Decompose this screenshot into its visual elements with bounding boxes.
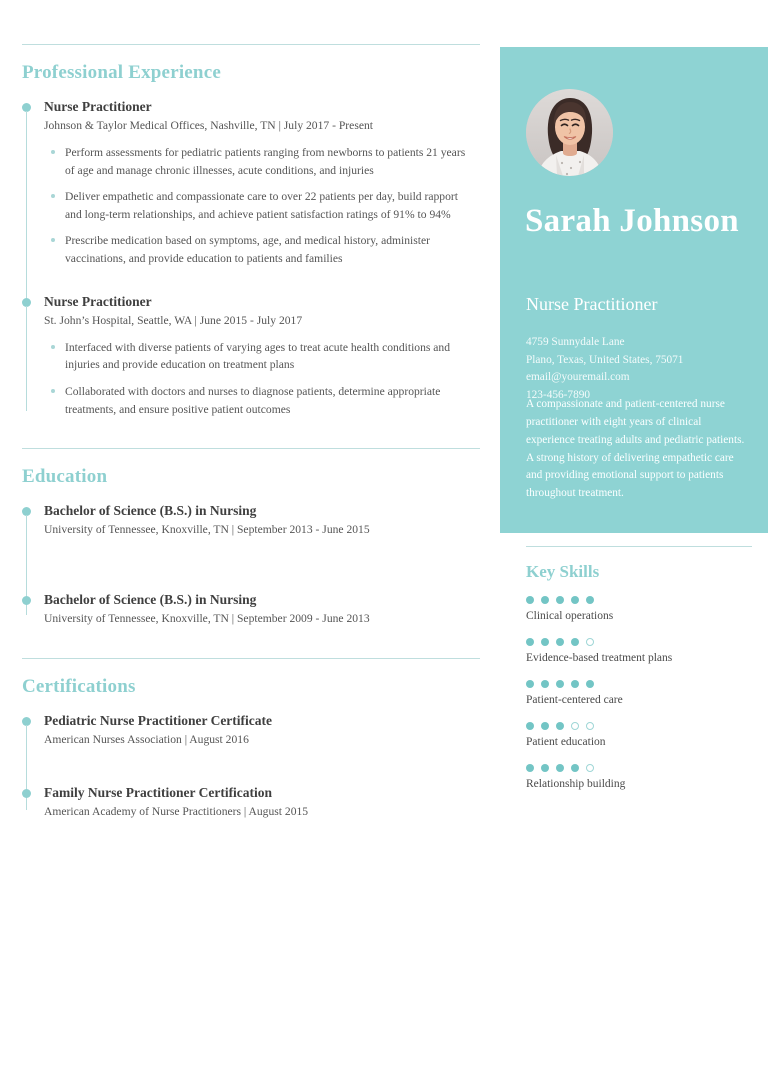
skill-item: [526, 764, 752, 792]
education-timeline: [22, 502, 480, 628]
rating-pip-filled: [526, 680, 534, 688]
rating-pip-filled: [571, 764, 579, 772]
bullet-text: Collaborated with doctors and nurses to diagnose patients, determine appropriate treatments, and ensure positive patient outcomes: [65, 384, 441, 416]
rating-pip-filled: [571, 596, 579, 604]
list-item: [65, 144, 480, 179]
timeline-rail: [26, 306, 27, 411]
section-title-certifications: Certifications: [22, 676, 136, 698]
bullet-dot-icon: [51, 194, 55, 198]
skill-item: [526, 638, 752, 666]
skill-rating: [526, 680, 752, 688]
sidebar-panel: [500, 47, 768, 533]
skill-rating: [526, 638, 752, 646]
rating-pip-filled: [526, 722, 534, 730]
skill-label: Patient-centered care: [526, 693, 623, 706]
section-divider-education: [22, 448, 480, 449]
rating-pip-filled: [556, 764, 564, 772]
section-divider-skills: [526, 546, 752, 547]
bullet-dot-icon: [51, 150, 55, 154]
rating-pip-filled: [541, 596, 549, 604]
rating-pip-empty: [586, 722, 594, 730]
list-item: [65, 383, 480, 418]
certification-entry: [44, 712, 480, 749]
rating-pip-filled: [526, 638, 534, 646]
spacer: [44, 539, 480, 591]
contact-phone[interactable]: 123-456-7890: [526, 388, 591, 401]
education-degree: Bachelor of Science (B.S.) in Nursing: [44, 592, 257, 608]
education-meta: University of Tennessee, Knoxville, TN | September 2013 - June 2015: [44, 523, 370, 537]
experience-meta: St. John’s Hospital, Seattle, WA | June 2015 - July 2017: [44, 313, 303, 327]
rating-pip-filled: [526, 764, 534, 772]
certification-meta: American Nurses Association | August 2016: [44, 733, 249, 747]
spacer: [22, 418, 480, 448]
rating-pip-filled: [556, 638, 564, 646]
rating-pip-filled: [586, 596, 594, 604]
skill-label: Relationship building: [526, 777, 626, 790]
avatar-portrait-icon: [526, 89, 613, 176]
rating-pip-filled: [571, 638, 579, 646]
rating-pip-filled: [556, 680, 564, 688]
main-content-column: [22, 44, 480, 821]
contact-block: [526, 334, 683, 404]
timeline-dot-icon: [22, 596, 31, 605]
skill-item: [526, 596, 752, 624]
experience-bullet-list: [44, 339, 480, 418]
bullet-dot-icon: [51, 238, 55, 242]
section-title-experience: Professional Experience: [22, 62, 221, 83]
education-entry: [44, 591, 480, 628]
experience-entry: [44, 98, 480, 268]
contact-address-line1: 4759 Sunnydale Lane: [526, 336, 625, 348]
experience-bullet-list: [44, 144, 480, 268]
experience-meta: Johnson & Taylor Medical Offices, Nashville, TN | July 2017 - Present: [44, 119, 373, 133]
job-title: Nurse Practitioner: [526, 294, 658, 314]
skill-item: [526, 680, 752, 708]
rating-pip-filled: [571, 680, 579, 688]
skill-rating: [526, 764, 752, 772]
rating-pip-filled: [556, 722, 564, 730]
certifications-timeline: [22, 712, 480, 821]
skill-rating: [526, 596, 752, 604]
key-skills-section: [526, 546, 752, 792]
skill-label: Clinical operations: [526, 610, 614, 622]
list-item: [65, 339, 480, 374]
spacer: [22, 628, 480, 658]
bullet-text: Interfaced with diverse patients of varying ages to treat acute health conditions and injuries and provide education on treatment plans: [65, 340, 451, 372]
list-item: [65, 232, 480, 267]
skill-label: Patient education: [526, 735, 606, 748]
contact-address-line2: Plano, Texas, United States, 75071: [526, 353, 684, 366]
bullet-text: Prescribe medication based on symptoms, age, and medical history, administer vaccinations, and provide education to patients and families: [65, 234, 431, 266]
experience-role: Nurse Practitioner: [44, 293, 152, 309]
rating-pip-filled: [541, 764, 549, 772]
experience-entry: [44, 293, 480, 418]
section-divider-certifications: [22, 658, 480, 659]
certification-entry: [44, 784, 480, 821]
rating-pip-filled: [541, 680, 549, 688]
list-item: [65, 188, 480, 223]
rating-pip-filled: [541, 722, 549, 730]
rating-pip-filled: [541, 638, 549, 646]
skill-item: [526, 722, 752, 750]
certification-name: Pediatric Nurse Practitioner Certificate: [44, 713, 273, 729]
bullet-text: Deliver empathetic and compassionate care to over 22 patients per day, build rapport and long-term relationships, and achieve patient satisfaction ratings of 91% to 94%: [65, 190, 458, 221]
timeline-rail: [26, 111, 27, 307]
section-divider-experience: [22, 44, 480, 45]
bullet-text: Perform assessments for pediatric patients ranging from newborns to patients 21 years of age and manage chronic illnesses, acute conditions, and injuries: [65, 146, 466, 177]
spacer: [44, 749, 480, 784]
section-title-skills: Key Skills: [526, 562, 600, 581]
avatar: [526, 89, 613, 176]
bullet-dot-icon: [51, 389, 55, 393]
education-degree: Bachelor of Science (B.S.) in Nursing: [44, 503, 257, 519]
rating-pip-empty: [586, 764, 594, 772]
experience-timeline: [22, 98, 480, 418]
rating-pip-filled: [526, 596, 534, 604]
education-meta: University of Tennessee, Knoxville, TN | September 2009 - June 2013: [44, 612, 370, 626]
page-title: Sarah Johnson: [525, 203, 739, 239]
bullet-dot-icon: [51, 345, 55, 349]
section-title-education: Education: [22, 466, 108, 488]
rating-pip-filled: [556, 596, 564, 604]
skill-rating: [526, 722, 752, 730]
spacer: [44, 268, 480, 293]
experience-role: Nurse Practitioner: [44, 99, 152, 114]
profile-summary: A compassionate and patient-centered nurse practitioner with eight years of clinical experience treating adults and pediatric patients. A strong history of delivering empathetic care and providing emotional support to patients throughout treatment.: [526, 398, 745, 500]
contact-email[interactable]: email@youremail.com: [526, 371, 630, 383]
certification-name: Family Nurse Practitioner Certification: [44, 785, 273, 801]
rating-pip-empty: [586, 638, 594, 646]
rating-pip-filled: [586, 680, 594, 688]
timeline-dot-icon: [22, 789, 31, 798]
rating-pip-empty: [571, 722, 579, 730]
skill-label: Evidence-based treatment plans: [526, 651, 673, 664]
education-entry: [44, 502, 480, 539]
certification-meta: American Academy of Nurse Practitioners | August 2015: [44, 805, 309, 819]
